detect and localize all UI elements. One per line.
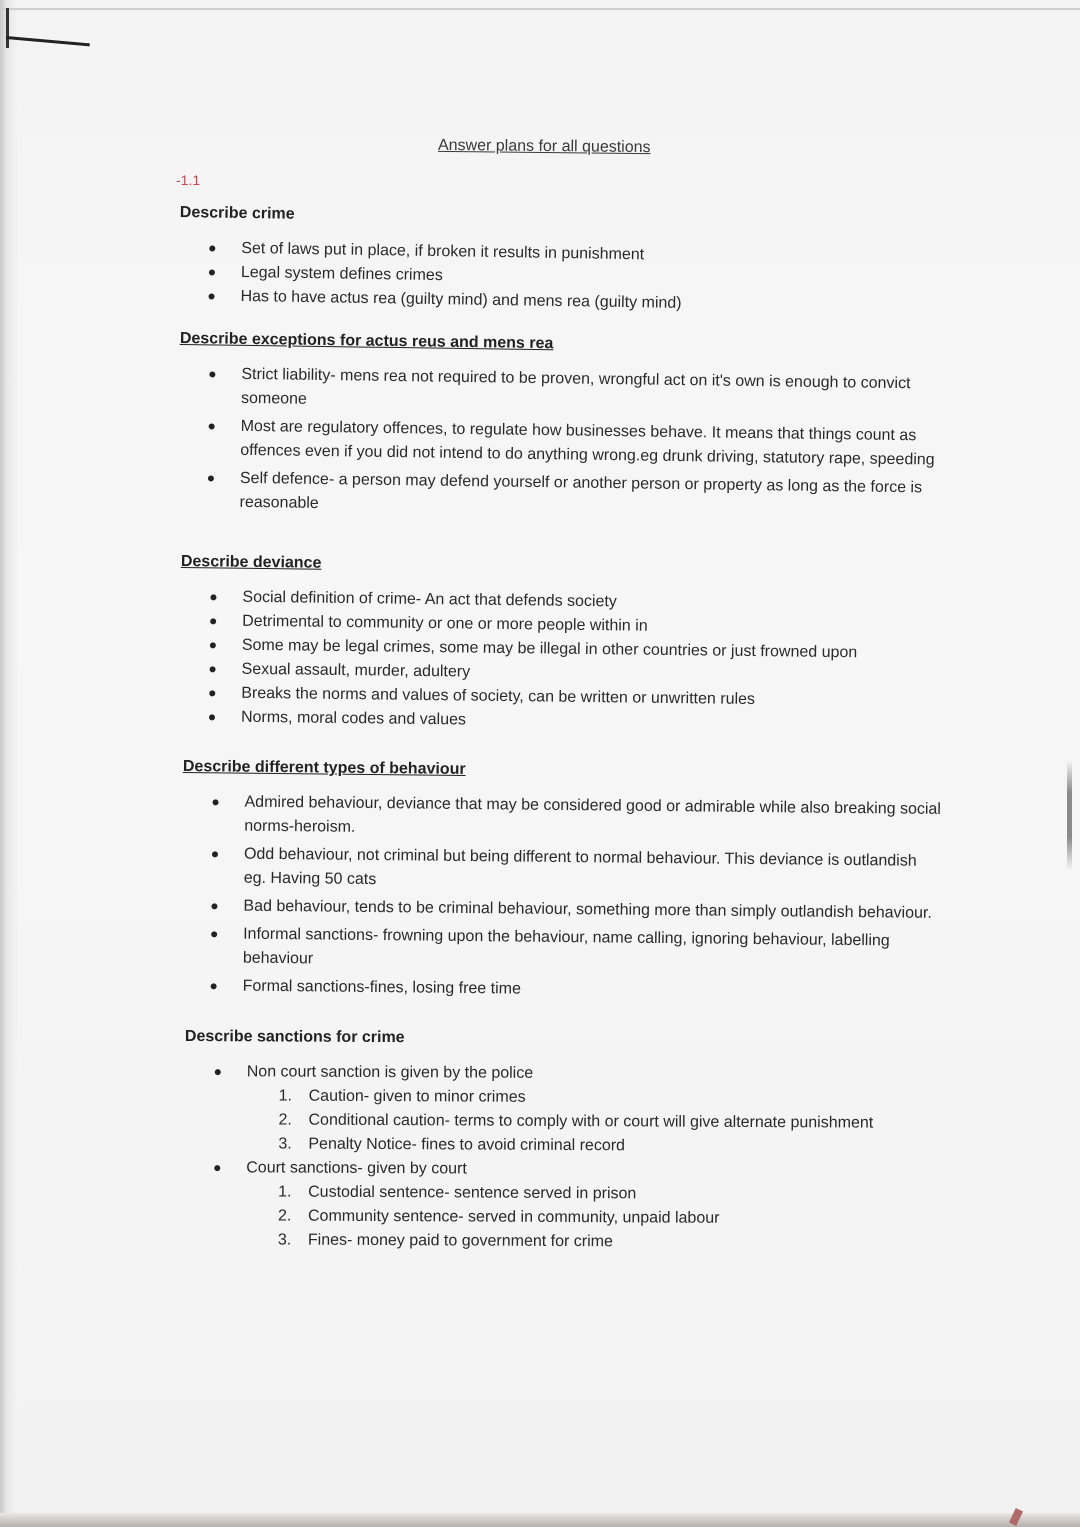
bullet-icon [210, 666, 216, 672]
bullet-icon [209, 423, 215, 429]
numbered-list [246, 1180, 944, 1256]
list-item: Sexual assault, murder, adultery [179, 657, 939, 690]
bullet-icon [211, 903, 217, 909]
section-describe-crime [178, 204, 940, 320]
list-item: Some may be legal crimes, some may be illegal in other countries or just frowned upon [180, 633, 940, 666]
list-item: Legal system defines crimes [179, 260, 939, 296]
section-heading: Describe deviance [180, 553, 322, 572]
section-heading: Describe sanctions for crime [184, 1028, 405, 1047]
bullet-icon [210, 618, 216, 624]
list-item: Set of laws put in place, if broken it results in punishment [179, 236, 939, 272]
section-exceptions [177, 330, 940, 529]
list-item: Most are regulatory offences, to regulate how businesses behave. It means that things count as offences even if you did not intend to do anything wrong.eg drunk driving, statutory rape, speeding [178, 414, 939, 473]
list-item: Has to have actus rea (guilty mind) and mens rea (guilty mind) [178, 284, 938, 320]
bullet-icon [214, 1165, 220, 1171]
bullet-icon [209, 245, 215, 251]
bullet-icon [209, 293, 215, 299]
list-item: Admired behaviour, deviance that may be considered good or admirable while also breaking social norms-heroism. [182, 790, 942, 846]
document-title: Answer plans for all questions [437, 136, 651, 157]
bullet-icon [210, 642, 216, 648]
section-heading: Describe crime [179, 204, 295, 223]
page-right-shadow [1067, 760, 1072, 870]
list-item: Odd behaviour, not criminal but being different to normal behaviour. This deviance is outlandish eg. Having 50 cats [182, 842, 942, 898]
bullet-icon [211, 983, 217, 989]
bullet-icon [209, 690, 215, 696]
bullet-icon [209, 371, 215, 377]
numbered-item: 3. Fines- money paid to government for crime [277, 1231, 613, 1251]
list-item: Informal sanctions- frowning upon the behaviour, name calling, ignoring behaviour, labelling behaviour [181, 922, 941, 978]
bullet-icon [215, 1069, 221, 1075]
numbered-list [246, 1084, 944, 1160]
list-item: Non court sanction is given by the police 1. Caution- given to minor crimes 2. Conditional caution- terms to comply with or court will give alternate punishment 3. Penalty Notice- fines to avoid criminal record [184, 1060, 944, 1160]
list-item: Bad behaviour, tends to be criminal behaviour, something more than simply outlandish behaviour. [181, 894, 941, 926]
list-item: Formal sanctions-fines, losing free time [180, 974, 940, 1006]
bullet-icon [209, 269, 215, 275]
list-item: Self defence- a person may defend yourself or another person or property as long as the force is reasonable [177, 466, 938, 525]
section-heading: Describe different types of behaviour [182, 758, 466, 778]
bullet-icon [212, 851, 218, 857]
numbered-item: 1. Caution- given to minor crimes [278, 1087, 526, 1106]
corner-mark-vertical [6, 8, 9, 48]
list-item: Court sanctions- given by court 1. Custodial sentence- sentence served in prison 2. Community sentence- served in community, unpaid labour 3. Fines- money paid to government for crime [184, 1156, 944, 1256]
section-types-of-behaviour [180, 758, 943, 1010]
list-item: Norms, moral codes and values [179, 705, 939, 738]
bullet-icon [210, 594, 216, 600]
list-item: Strict liability- mens rea not required to be proven, wrongful act on it's own is enough to convict someone [179, 362, 940, 421]
numbered-item: 3. Penalty Notice- fines to avoid criminal record [278, 1135, 626, 1155]
corner-mark-horizontal [6, 36, 90, 46]
page-left-edge [0, 0, 18, 1527]
section-sanctions-for-crime [184, 1028, 945, 1256]
list-item: Breaks the norms and values of society, can be written or unwritten rules [179, 681, 939, 714]
page-top-edge [0, 8, 1080, 10]
section-heading: Describe exceptions for actus reus and mens rea [179, 330, 554, 353]
bullet-icon [208, 475, 214, 481]
bullet-icon [213, 799, 219, 805]
bullet-icon [209, 714, 215, 720]
numbered-item: 2. Conditional caution- terms to comply with or court will give alternate punishment [278, 1111, 874, 1132]
bullet-icon [211, 931, 217, 937]
numbered-item: 1. Custodial sentence- sentence served in prison [278, 1183, 637, 1203]
question-number: -1.1 [176, 172, 201, 188]
list-item: Social definition of crime- An act that defends society [180, 585, 940, 618]
list-item: Detrimental to community or one or more people within in [180, 609, 940, 642]
section-describe-deviance [179, 553, 941, 738]
page-bottom-edge [0, 1513, 1080, 1527]
numbered-item: 2. Community sentence- served in community, unpaid labour [277, 1207, 720, 1227]
